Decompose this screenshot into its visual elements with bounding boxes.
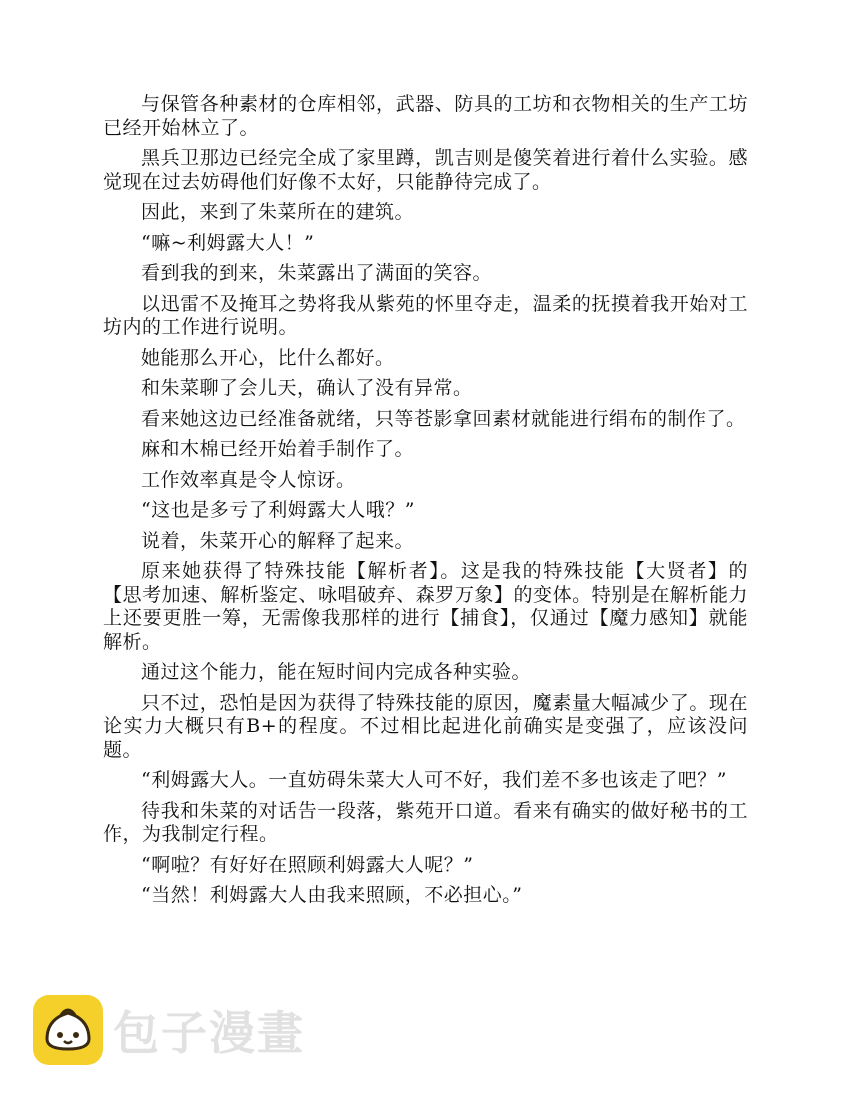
paragraph: 与保管各种素材的仓库相邻，武器、防具的工坊和衣物相关的生产工坊已经开始林立了。 — [103, 93, 748, 139]
watermark-text: 包子漫畫 — [113, 1006, 305, 1060]
document-body — [103, 93, 748, 915]
dialogue-line: “这也是多亏了利姆露大人哦？” — [141, 499, 415, 521]
dialogue-line: “嘛~利姆露大人！” — [141, 231, 315, 254]
paragraph: 待我和朱菜的对话告一段落，紫苑开口道。看来有确实的做好秘书的工作，为我制定行程。 — [103, 799, 748, 845]
paragraph: 说着，朱菜开心的解释了起来。 — [141, 529, 415, 552]
dialogue-line: “利姆露大人。一直妨碍朱菜大人可不好，我们差不多也该走了吧？” — [141, 769, 727, 791]
paragraph: 通过这个能力，能在短时间内完成各种实验。 — [141, 661, 532, 683]
paragraph: 和朱菜聊了会儿天，确认了没有异常。 — [141, 377, 473, 399]
paragraph: 只不过，恐怕是因为获得了特殊技能的原因，魔素量大幅减少了。现在论实力大概只有B+的程度。不过相比起进化前确实是变强了，应该没问题。 — [103, 691, 748, 761]
paragraph: 她能那么开心，比什么都好。 — [141, 346, 395, 369]
paragraph: 麻和木棉已经开始着手制作了。 — [141, 438, 415, 460]
dialogue-line: “啊啦？有好好在照顾利姆露大人呢？” — [141, 853, 474, 876]
paragraph: 原来她获得了特殊技能【解析者】。这是我的特殊技能【大贤者】的【思考加速、解析鉴定、咏唱破弃、森罗万象】的变体。特别是在解析能力上还要更胜一筹，无需像我那样的进行【捕食】，仅通过【魔力感知】就能解析。 — [103, 560, 748, 653]
paragraph: 黑兵卫那边已经完全成了家里蹲，凯吉则是傻笑着进行着什么实验。感觉现在过去妨碍他们好像不太好，只能静待完成了。 — [103, 147, 748, 193]
bun-mascot-icon — [33, 995, 103, 1065]
paragraph: 工作效率真是令人惊讶。 — [141, 468, 356, 491]
paragraph: 看来她这边已经准备就绪，只等苍影拿回素材就能进行绢布的制作了。 — [141, 407, 746, 430]
paragraph: 因此，来到了朱菜所在的建筑。 — [141, 201, 415, 223]
watermark — [33, 995, 305, 1065]
dialogue-line: “当然！利姆露大人由我来照顾，不必担心。” — [141, 884, 523, 906]
paragraph: 看到我的到来，朱菜露出了满面的笑容。 — [141, 262, 493, 284]
paragraph: 以迅雷不及掩耳之势将我从紫苑的怀里夺走，温柔的抚摸着我开始对工坊内的工作进行说明。 — [103, 292, 748, 338]
